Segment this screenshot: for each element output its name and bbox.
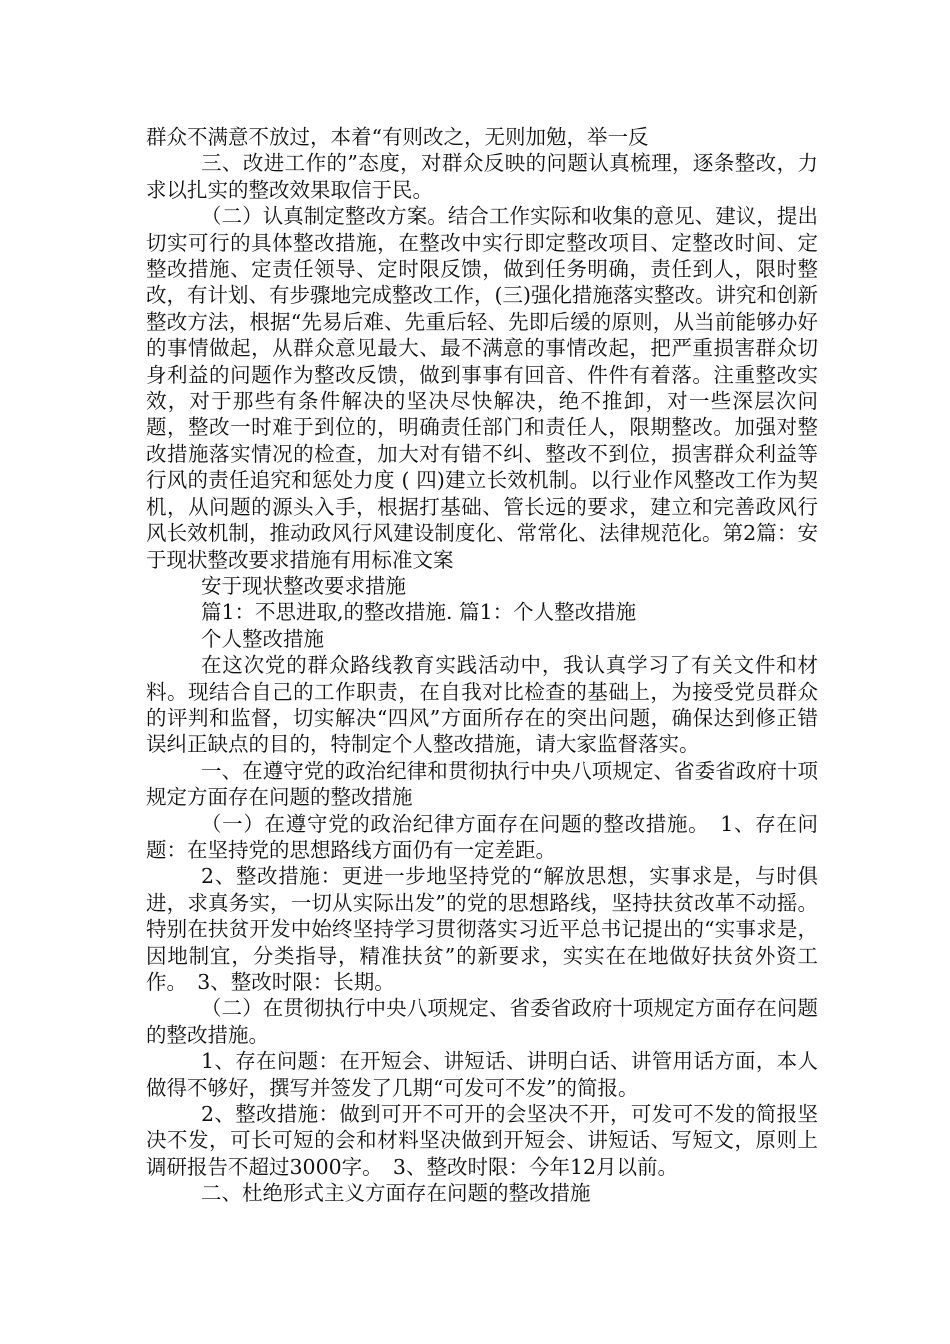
section-heading: 一、在遵守党的政治纪律和贯彻执行中央八项规定、省委省政府十项规定方面存在问题的整改措施 xyxy=(146,758,818,810)
document-body xyxy=(146,124,818,1207)
paragraph: 在这次党的群众路线教育实践活动中，我认真学习了有关文件和材料。现结合自己的工作职责，在自我对比检查的基础上，为接受党员群众的评判和监督，切实解决“四风”方面所存在的突出问题，确保达到修正错误纠正缺点的目的，特制定个人整改措施，请大家监督落实。 xyxy=(146,653,818,757)
paragraph: 个人整改措施 xyxy=(201,626,324,651)
section-heading: 二、杜绝形式主义方面存在问题的整改措施 xyxy=(201,1181,591,1206)
paragraph: 安于现状整改要求措施 xyxy=(201,573,406,598)
paragraph: 群众不满意不放过，本着“有则改之，无则加勉，举一反 xyxy=(146,125,649,149)
paragraph: 2、整改措施：做到可开不可开的会坚决不开，可发可不发的简报坚决不发，可长可短的会和材料坚决做到开短会、讲短话、写短文，原则上调研报告不超过3000字。 3、整改时限：今年12月以前。 xyxy=(146,1102,818,1179)
paragraph: （二）在贯彻执行中央八项规定、省委省政府十项规定方面存在问题的整改措施。 xyxy=(146,996,818,1047)
paragraph: （二）认真制定整改方案。结合工作实际和收集的意见、建议，提出切实可行的具体整改措施，在整改中实行即定整改项目、定整改时间、定整改措施、定责任领导、定时限反馈，做到任务明确，责任到人，限时整改，有计划、有步骤地完成整改工作，(三)强化措施落实整改。讲究和创新整改方法，根据“先易后难、先重后轻、先即后缓的原则，从当前能够办好的事情做起，从群众意见最大、最不满意的事情改起，把严重损害群众切身利益的问题作为整改反馈，做到事事有回音、件件有着落。注重整改实效，对于那些有条件解决的坚决尽快解决，绝不推卸，对一些深层次问题，整改一时难于到位的，明确责任部门和责任人，限期整改。加强对整改措施落实情况的检查，加大对有错不纠、整改不到位，损害群众利益等行风的责任追究和惩处力度 ( 四)建立长效机制。以行业作风整改工作为契机，从问题的源头入手，根据打基础、管长远的要求，建立和完善政风行风长效机制，推动政风行风建设制度化、常常化、法律规范化。第2篇：安于现状整改要求措施有用标准文案 xyxy=(146,204,818,572)
paragraph: （一）在遵守党的政治纪律方面存在问题的整改措施。 1、存在问题：在坚持党的思想路线方面仍有一定差距。 xyxy=(146,811,818,862)
paragraph: 三、改进工作的”态度，对群众反映的问题认真梳理，逐条整改，力求以扎实的整改效果取信于民。 xyxy=(146,151,818,202)
paragraph: 2、整改措施：更进一步地坚持党的“解放思想，实事求是，与时俱进，求真务实，一切从实际出发”的党的思想路线，坚持扶贫改革不动摇。特别在扶贫开发中始终坚持学习贯彻落实习近平总书记提出的“实事求是，因地制宜，分类指导，精准扶贫”的新要求，实实在在地做好扶贫外资工作。 3、整改时限：长期。 xyxy=(146,864,818,994)
paragraph: 篇1：不思进取,的整改措施. 篇1：个人整改措施 xyxy=(201,600,637,625)
paragraph: 1、存在问题：在开短会、讲短话、讲明白话、讲管用话方面，本人做得不够好，撰写并签发了几期“可发可不发”的简报。 xyxy=(146,1049,818,1100)
